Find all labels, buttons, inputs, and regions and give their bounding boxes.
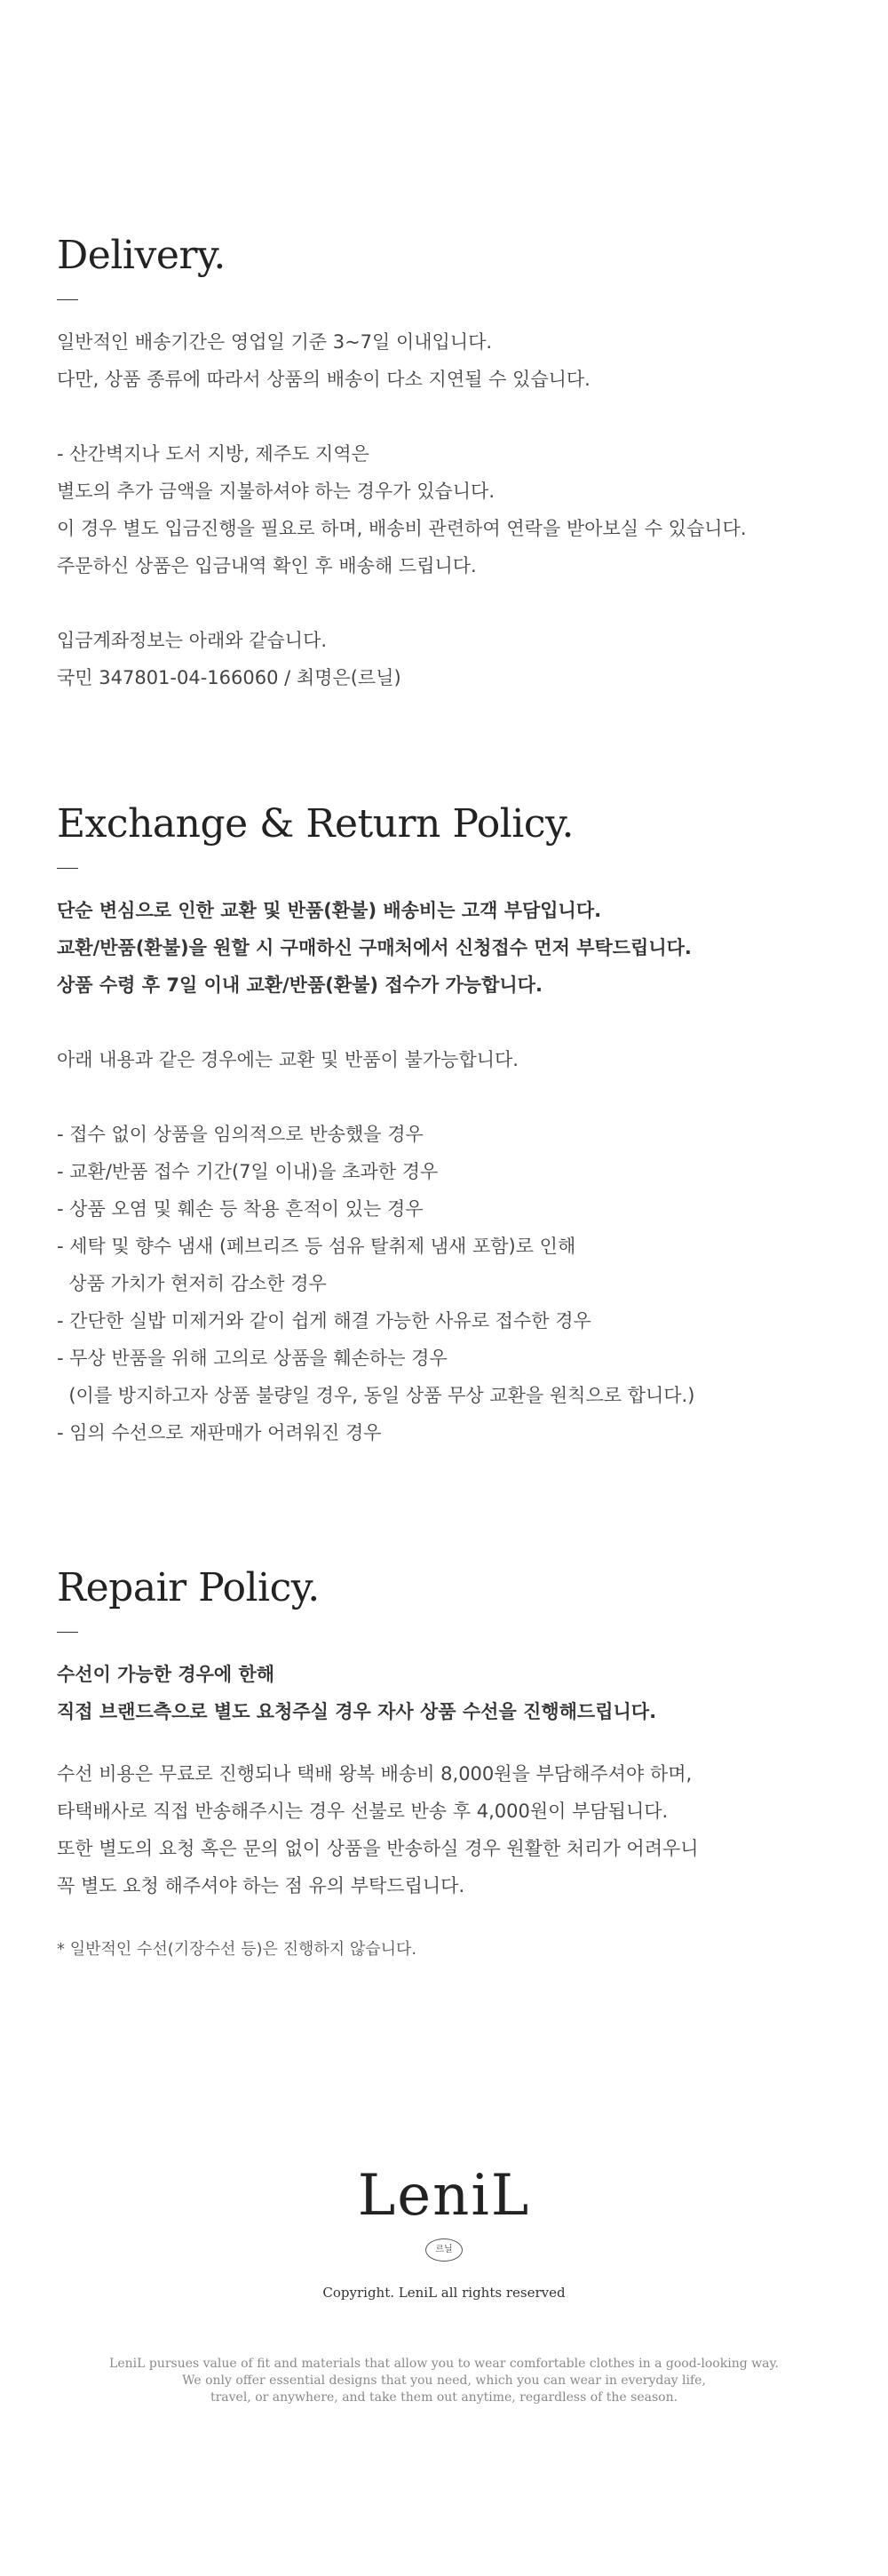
exchange-notice: [57, 892, 838, 1004]
brand-logo: LeniL: [357, 2163, 531, 2229]
repair-section: [57, 1565, 838, 1968]
delivery-section: [57, 233, 838, 696]
title-divider: [57, 868, 78, 869]
text-line: 타택배사로 직접 반송해주시는 경우 선불로 반송 후 4,000원이 부담됩니다.: [57, 1800, 669, 1822]
title-divider: [57, 1632, 78, 1633]
text-line: 주문하신 상품은 입금내역 확인 후 배송해 드립니다.: [57, 554, 477, 576]
text-line: 상품 수령 후 7일 이내 교환/반품(환불) 접수가 가능합니다.: [57, 974, 543, 996]
brand-emblem-icon: 르닐: [425, 2238, 463, 2262]
exchange-intro: [57, 1041, 838, 1078]
text-line: 이 경우 별도 입금진행을 필요로 하며, 배송비 관련하여 연락을 받아보실 수 있습니다.: [57, 517, 747, 539]
text-line: 다만, 상품 종류에 따라서 상품의 배송이 다소 지연될 수 있습니다.: [57, 368, 591, 390]
copyright-text: Copyright. LeniL all rights reserved: [322, 2285, 566, 2301]
tagline-line: We only offer essential designs that you need, which you can wear in everyday life,: [182, 2373, 706, 2388]
tagline-line: LeniL pursues value of fit and materials that allow you to wear comfortable clothes in a good-looking way.: [109, 2357, 779, 2371]
brand-tagline: [0, 2356, 888, 2406]
account-info: 국민 347801-04-166060 / 최명은(르닐): [57, 666, 401, 688]
exchange-title: Exchange & Return Policy.: [57, 801, 574, 847]
list-item: - 상품 오염 및 훼손 등 착용 흔적이 있는 경우: [57, 1197, 424, 1220]
text-line: 별도의 추가 금액을 지불하셔야 하는 경우가 있습니다.: [57, 480, 496, 502]
delivery-paragraph: [57, 622, 838, 696]
title-divider: [57, 299, 78, 300]
list-item: - 간단한 실밥 미제거와 같이 쉽게 해결 가능한 사유로 접수한 경우: [57, 1309, 591, 1332]
list-item: - 교환/반품 접수 기간(7일 이내)을 초과한 경우: [57, 1160, 439, 1182]
text-line: - 산간벽지나 도서 지방, 제주도 지역은: [57, 442, 369, 465]
tagline-line: travel, or anywhere, and take them out anytime, regardless of the season.: [210, 2390, 678, 2405]
list-item: - 무상 반품을 위해 고의로 상품을 훼손하는 경우: [57, 1347, 448, 1369]
text-line: 일반적인 배송기간은 영업일 기준 3~7일 이내입니다.: [57, 330, 493, 353]
list-item: - 접수 없이 상품을 임의적으로 반송했을 경우: [57, 1123, 424, 1145]
text-line: 입금계좌정보는 아래와 같습니다.: [57, 629, 328, 651]
text-line: 또한 별도의 요청 혹은 문의 없이 상품을 반송하실 경우 원활한 처리가 어려우니: [57, 1837, 699, 1859]
text-line: 교환/반품(환불)을 원할 시 구매하신 구매처에서 신청접수 먼저 부탁드립니다.: [57, 936, 692, 958]
text-line: 수선 비용은 무료로 진행되나 택배 왕복 배송비 8,000원을 부담해주셔야 하며,: [57, 1762, 693, 1785]
delivery-paragraph: [57, 323, 838, 398]
list-item: - 임의 수선으로 재판매가 어려워진 경우: [57, 1421, 382, 1443]
text-line: 단순 변심으로 인한 교환 및 반품(환불) 배송비는 고객 부담입니다.: [57, 899, 602, 921]
list-item: 상품 가치가 현저히 감소한 경우: [57, 1272, 327, 1294]
repair-notice: [57, 1656, 838, 1730]
list-item: - 세탁 및 향수 냄새 (페브리즈 등 섬유 탈취제 냄새 포함)로 인해: [57, 1235, 576, 1257]
text-line: 수선이 가능한 경우에 한해: [57, 1663, 275, 1685]
text-line: 직접 브랜드측으로 별도 요청주실 경우 자사 상품 수선을 진행해드립니다.: [57, 1700, 657, 1722]
delivery-paragraph: [57, 435, 838, 584]
exchange-exceptions-list: [57, 1116, 838, 1451]
exchange-return-section: [57, 801, 838, 1451]
footnote: * 일반적인 수선(기장수선 등)은 진행하지 않습니다.: [57, 1939, 417, 1959]
delivery-title: Delivery.: [57, 233, 226, 278]
repair-footnote: [57, 1931, 838, 1968]
site-footer: [0, 2163, 888, 2406]
text-line: 꼭 별도 요청 해주셔야 하는 점 유의 부탁드립니다.: [57, 1874, 465, 1896]
list-item: (이를 방지하고자 상품 불량일 경우, 동일 상품 무상 교환을 원칙으로 합니다.): [57, 1384, 695, 1406]
repair-details: [57, 1755, 838, 1904]
repair-title: Repair Policy.: [57, 1565, 320, 1610]
text-line: 아래 내용과 같은 경우에는 교환 및 반품이 불가능합니다.: [57, 1048, 519, 1070]
